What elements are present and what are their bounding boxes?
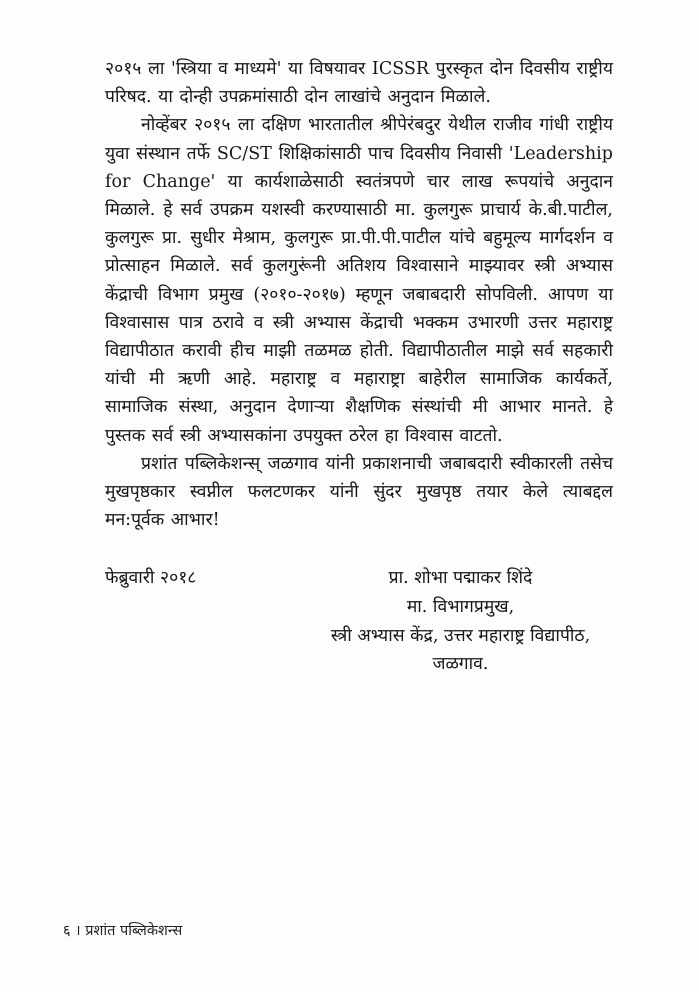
page-footer: ६ । प्रशांत पब्लिकेशन्स	[63, 923, 183, 939]
signature-title: मा. विभागप्रमुख,	[406, 597, 515, 618]
date-line: फेब्रुवारी २०१८	[105, 568, 197, 589]
signature-city: जळगाव.	[432, 654, 489, 675]
paragraph-acknowledgement: नोव्हेंबर २०१५ ला दक्षिण भारतातील श्रीपेरंबदुर येथील राजीव गांधी राष्ट्रीय युवा संस्थान तर्फे SC/ST शिक्षिकांसाठी पाच दिवसीय निवासी 'Leadership for Change' या कार्यशाळेसाठी स्वतंत्रपणे चार लाख रूपयांचे अनुदान मिळाले. हे सर्व उपक्रम यशस्वी करण्यासाठी मा. कुलगुरू प्राचार्य के.बी.पाटील, कुलगुरू प्रा. सुधीर मेश्राम, कुलगुरू प्रा.पी.पी.पाटील यांचे बहुमूल्य मार्गदर्शन व प्रोत्साहन मिळाले. सर्व कुलगुरूंनी अतिशय विश्वासाने माझ्यावर स्त्री अभ्यास केंद्राची विभाग प्रमुख (२०१०-२०१७) म्हणून जबाबदारी सोपविली. आपण या विश्वासास पात्र ठरावे व स्त्री अभ्यास केंद्राची भक्कम उभारणी उत्तर महाराष्ट्र विद्यापीठात करावी हीच माझी तळमळ होती. विद्यापीठातील माझे सर्व सहकारी यांची मी ऋणी आहे. महाराष्ट्र व महाराष्ट्रा बाहेरील सामाजिक कार्यकर्ते, सामाजिक संस्था, अनुदान देणाऱ्या शैक्षणिक संस्थांची मी आभार मानते. हे पुस्तक सर्व स्त्री अभ्यासकांना उपयुक्त ठरेल हा विश्वास वाटतो.	[105, 115, 613, 446]
signature-block	[308, 564, 613, 678]
text-block	[105, 55, 613, 679]
signature-row	[105, 564, 613, 678]
signature-organization: स्त्री अभ्यास केंद्र, उत्तर महाराष्ट्र विद्यापीठ,	[330, 625, 591, 646]
signature-name: प्रा. शोभा पद्माकर शिंदे	[388, 568, 533, 589]
paragraph-continued: २०१५ ला 'स्त्रिया व माध्यमे' या विषयावर ICSSR पुरस्कृत दोन दिवसीय राष्ट्रीय परिषद. या दोन्ही उपक्रमांसाठी दोन लाखांचे अनुदान मिळाले.	[105, 59, 613, 108]
paragraph-publisher-thanks: प्रशांत पब्लिकेशन्स् जळगाव यांनी प्रकाशनाची जबाबदारी स्वीकारली तसेच मुखपृष्ठकार स्वप्नील फलटणकर यांनी सुंदर मुखपृष्ठ तयार केले त्याबद्दल मन:पूर्वक आभार!	[105, 453, 613, 531]
